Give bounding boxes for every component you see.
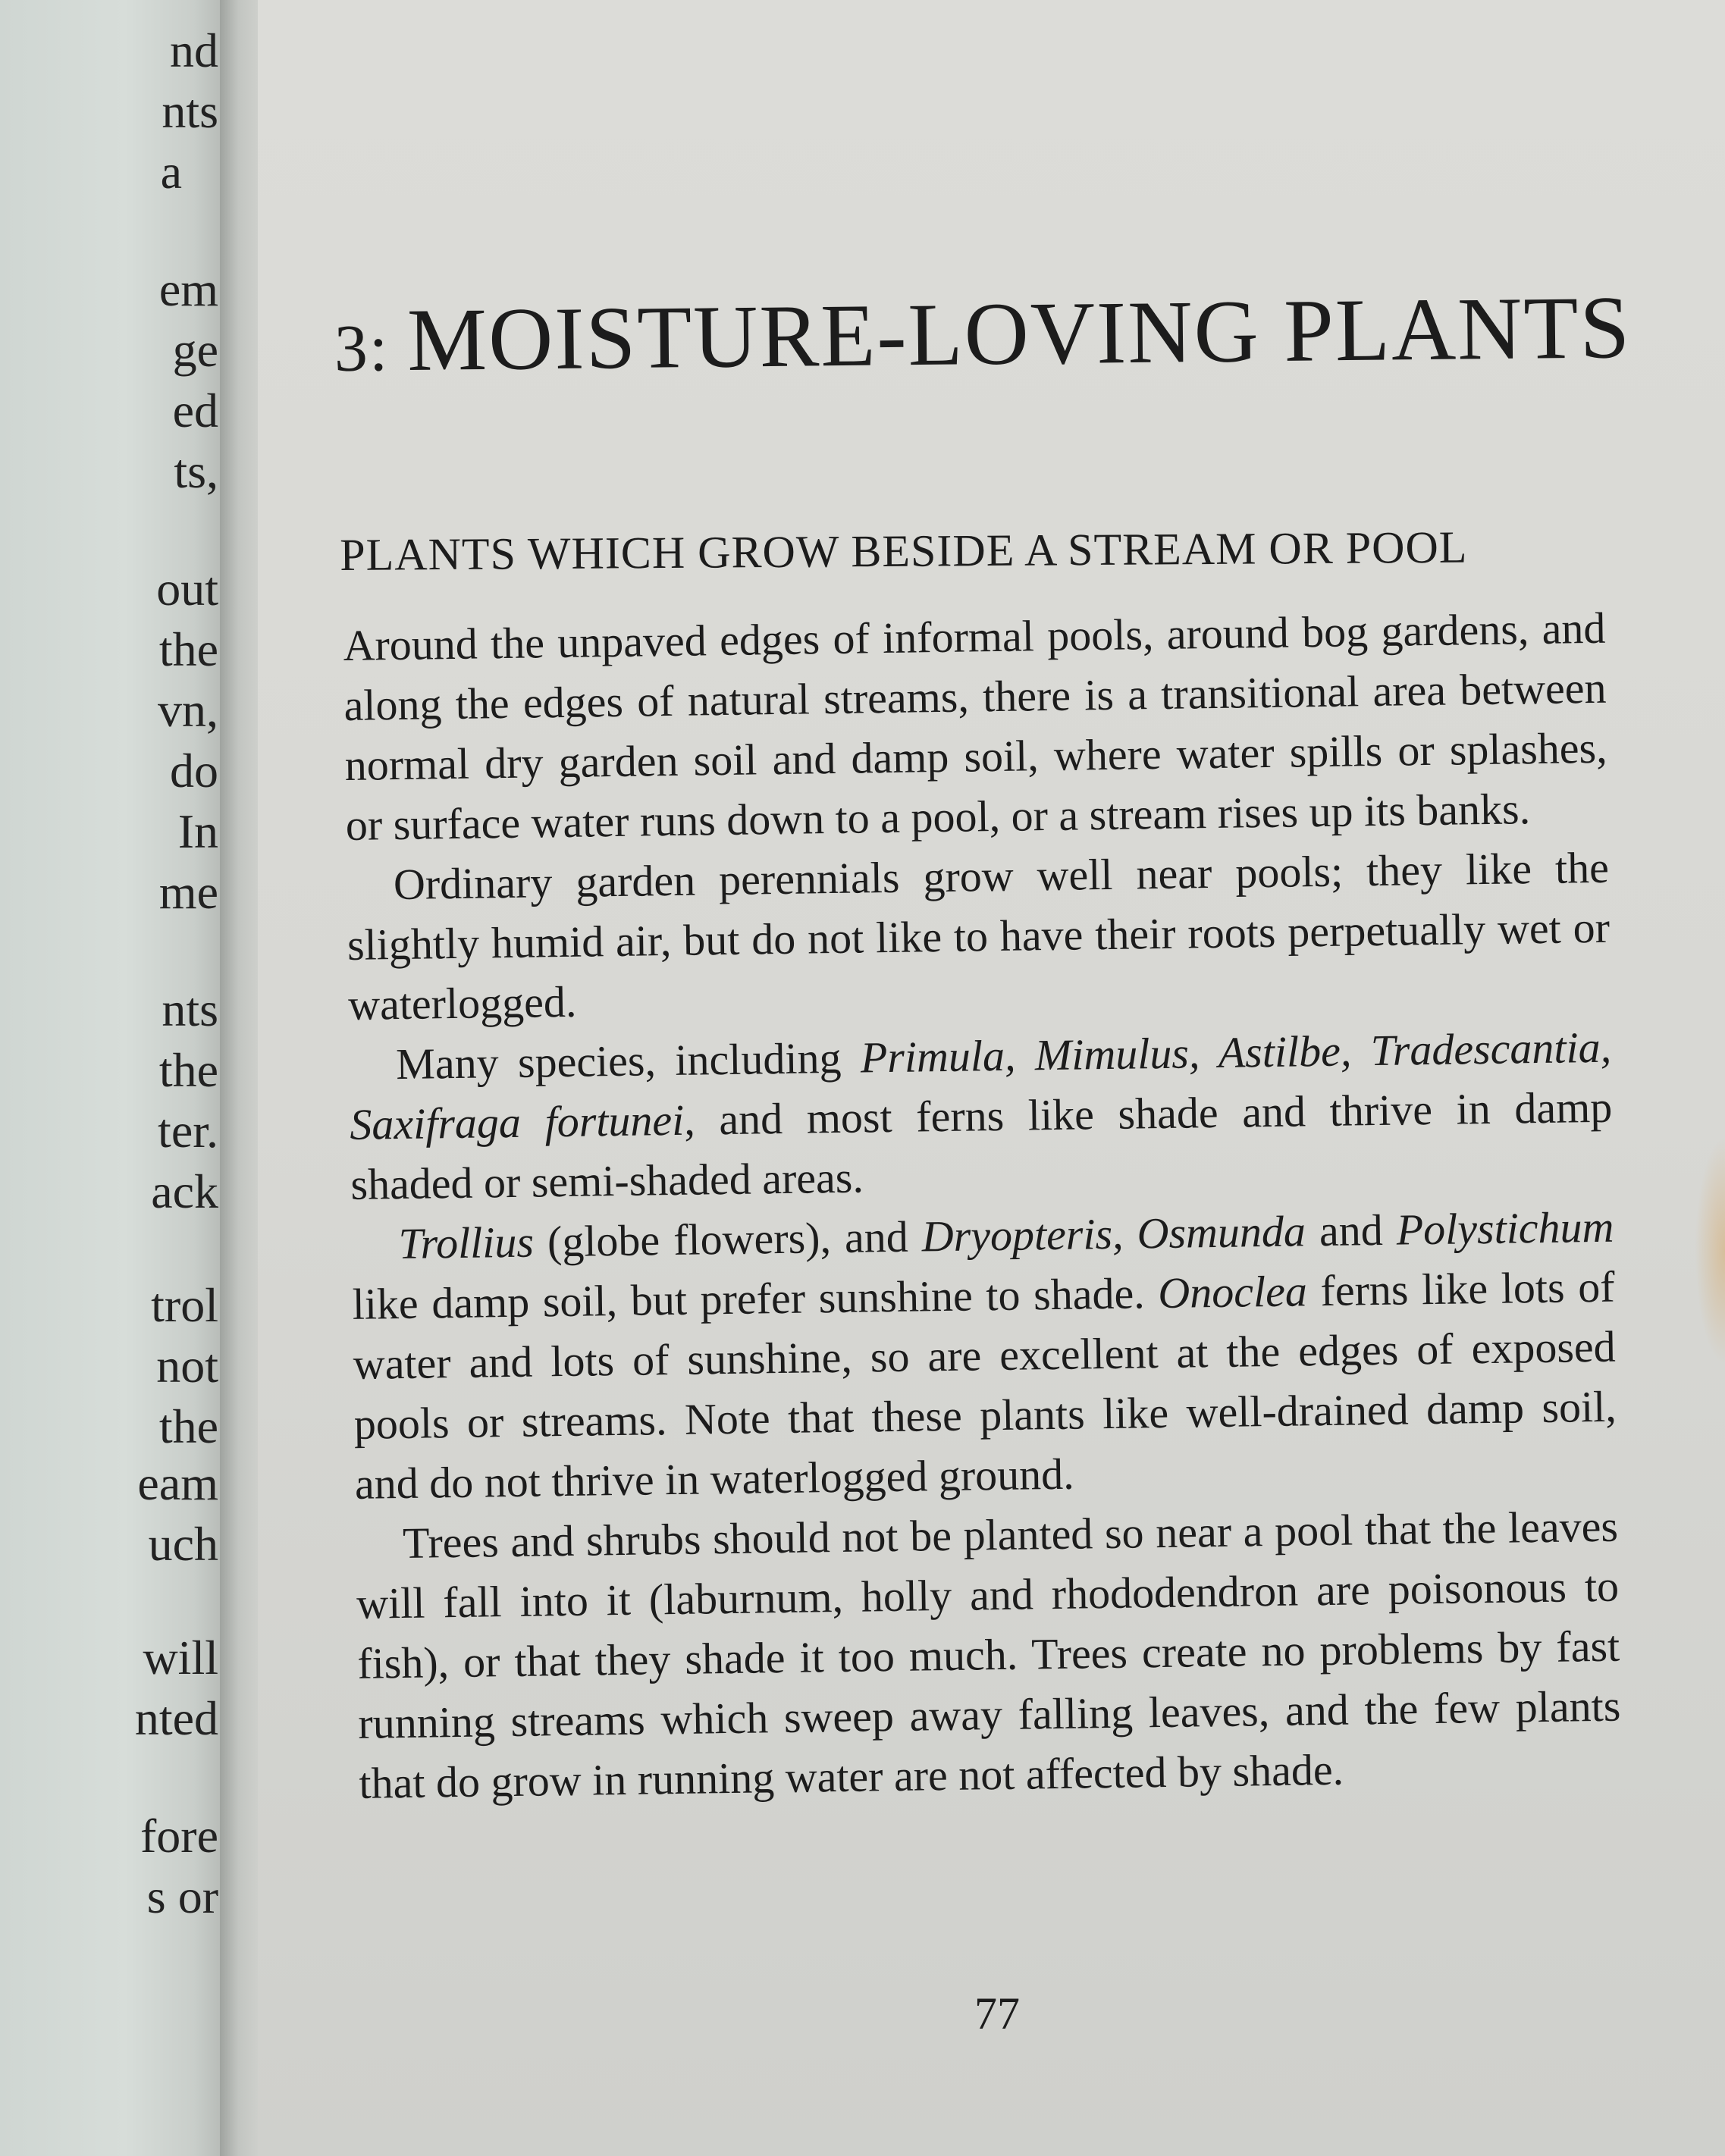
- left-page-fragment: trol: [151, 1278, 218, 1332]
- paragraph-4-text: like damp soil, but prefer sunshine to shade.: [352, 1268, 1159, 1329]
- left-page-fragment: em: [158, 262, 218, 316]
- paragraph-4-text: and: [1305, 1205, 1397, 1256]
- left-page-fragment: ts,: [174, 444, 218, 498]
- body-text: [343, 598, 1622, 1813]
- right-page: [258, 0, 1725, 2156]
- paragraph-2: Ordinary garden perennials grow well near pools; they like the slightly humid air, but do not like to have their roots perpetually wet or waterlogged.: [347, 842, 1611, 1029]
- left-page-fragment: nts: [162, 982, 218, 1036]
- paragraph-4-text: (globe flowers), and: [533, 1211, 923, 1267]
- left-page-fragment: the: [158, 1399, 218, 1453]
- species-name-italic: Dryopteris, Osmunda: [921, 1206, 1306, 1261]
- species-name-italic: Polystichum: [1396, 1202, 1614, 1255]
- section-heading: PLANTS WHICH GROW BESIDE A STREAM OR POOL: [340, 522, 1468, 580]
- left-page-fragment: ter.: [158, 1104, 218, 1158]
- left-page-fragment: nts: [162, 84, 218, 138]
- chapter-title: [334, 277, 1632, 390]
- page-number: 77: [974, 1988, 1020, 2038]
- left-page-fragment: s or: [146, 1869, 218, 1923]
- left-page-fragment: In: [177, 804, 218, 858]
- paragraph-3-text: Many species, including: [395, 1033, 861, 1089]
- left-page-fragment: the: [158, 1043, 218, 1097]
- left-page-fragment: nted: [134, 1691, 218, 1745]
- paragraph-3: [349, 1017, 1614, 1214]
- left-page-fragment: ge: [172, 323, 218, 377]
- left-page-fragment: will: [143, 1631, 218, 1684]
- left-page-fragment: the: [158, 622, 218, 676]
- paragraph-4-text: ferns like lots of water and lots of sunshine, so are excellent at the edges of exposed pools or streams. Note that these plants like well-drained damp soil, and do not thrive in waterlogged ground.: [353, 1261, 1617, 1509]
- chapter-number: 3:: [334, 312, 390, 386]
- paragraph-4: [351, 1197, 1617, 1514]
- left-facing-page: [0, 0, 227, 2156]
- left-page-fragment: me: [158, 865, 218, 919]
- left-page-fragment: out: [156, 562, 218, 616]
- left-page-fragment: a: [160, 145, 182, 199]
- left-page-fragment: fore: [140, 1809, 218, 1863]
- left-page-fragment: not: [156, 1339, 218, 1393]
- species-name-italic: Onoclea: [1157, 1266, 1308, 1318]
- species-name-italic: Trollius: [398, 1217, 535, 1269]
- left-page-fragment: ed: [172, 384, 218, 437]
- paragraph-3-text: , and most ferns like shade and thrive in damp shaded or semi-shaded areas.: [350, 1082, 1613, 1209]
- left-page-fragment: do: [170, 744, 218, 798]
- left-page-fragment: ack: [151, 1164, 218, 1218]
- chapter-title-text: MOISTURE-LOVING PLANTS: [406, 277, 1632, 390]
- left-page-fragment: nd: [170, 24, 218, 77]
- paragraph-5: Trees and shrubs should not be planted so near a pool that the leaves will fall into it (laburnum, holly and rhododendron are poisonous to fish), or that they shade it too much. Trees create no problems by fast running streams which sweep away falling leaves, and the few plants that do grow in running water are not affected by shade.: [356, 1501, 1621, 1808]
- left-page-fragment: uch: [148, 1517, 218, 1571]
- left-page-fragment: eam: [137, 1456, 218, 1510]
- species-names-italic: Primula, Mimulus, Astilbe, Tradescantia, Saxifraga fortunei: [349, 1022, 1612, 1149]
- paragraph-1: Around the unpaved edges of informal pools, around bog gardens, and along the edges of natural streams, there is a transitional area between normal dry garden soil and damp soil, where water spills or splashes, or surface water runs down to a pool, or a stream rises up its banks.: [343, 603, 1608, 850]
- left-page-fragment: vn,: [158, 683, 218, 737]
